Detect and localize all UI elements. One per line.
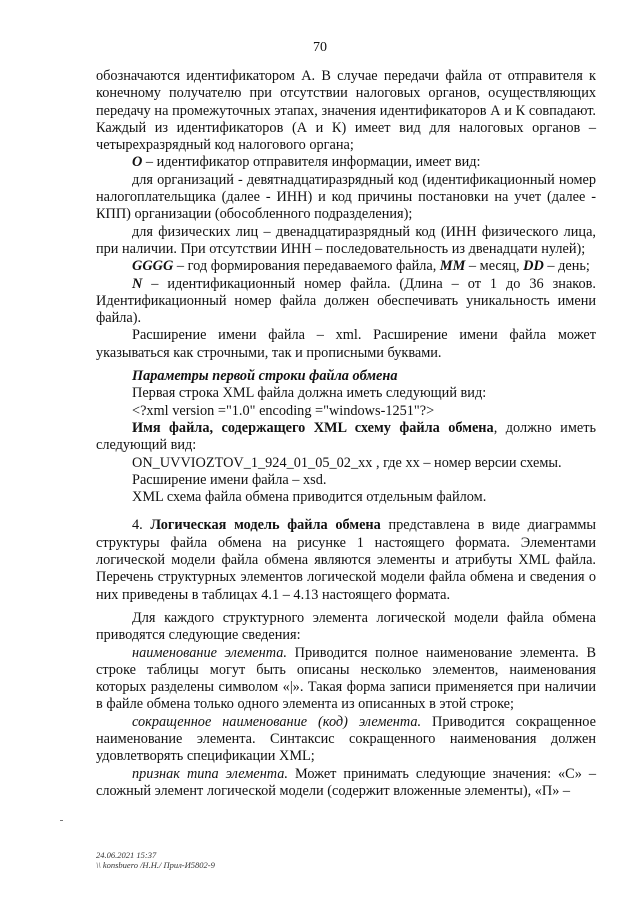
footer-path: \\ konsbuero /Н.Н./ Прил-И5802-9: [96, 860, 215, 870]
paragraph-logical-model: [96, 517, 596, 603]
paragraph-text: Может принимать следующие значения: «С» – сложный элемент логической модели (содержит вложенные элементы), «П» –: [96, 765, 596, 799]
schema-filename: ON_UVVIOZTOV_1_924_01_05_02_xx , где хх – номер версии схемы.: [132, 454, 562, 471]
term-dd: DD: [523, 258, 544, 275]
paragraph-text: – день;: [543, 258, 590, 275]
paragraph-text: – год формирования передаваемого файла,: [173, 258, 440, 275]
paragraph-first-line: Первая строка XML файла должна иметь следующий вид:: [132, 385, 487, 402]
term-gggg: GGGG: [132, 258, 174, 275]
page-footer: [96, 850, 215, 870]
paragraph-date-parts: [96, 258, 596, 275]
paragraph-sender-id: [96, 154, 596, 171]
paragraph-text: , должно иметь следующий вид:: [96, 419, 596, 454]
paragraph-element-code: [96, 714, 596, 766]
paragraph-element-type: [96, 766, 596, 801]
paragraph-extension: Расширение имени файла – xml. Расширение имени файла может указываться как строчными, так и прописными буквами.: [96, 327, 596, 361]
paragraph-identifier-a-k: обозначаются идентификатором А. В случае передачи файла от отправителя к конечному получателю при отсутствии налоговых органов, осуществляющих передачу на промежуточных этапах, значения идентификаторов А и К совпадают. Каждый из идентификаторов (А и К) имеет вид для налоговых органов – четырехразрядный код налогового органа;: [96, 68, 596, 154]
paragraph-text: Приводится полное наименование элемента. В строке таблицы могут быть описаны несколько элементов, наименования которых разделены символом «|». Такая форма записи применяется при наличии в файле обмена только одного элемента из описанных в этой строке;: [96, 644, 596, 713]
paragraph-individuals: для физических лиц – двенадцатиразрядный код (ИНН физического лица, при наличии. При отсутствии ИНН – последовательность из двенадцати нулей);: [96, 223, 596, 257]
schema-extension: Расширение имени файла – xsd.: [132, 471, 327, 488]
section-number: 4.: [132, 517, 151, 534]
paragraph-text: Приводится сокращенное наименование элемента. Синтаксис сокращенного наименования должен удовлетворять спецификации XML;: [96, 713, 596, 765]
schema-note: XML схема файла обмена приводится отдельным файлом.: [132, 489, 487, 506]
term-mm: MM: [439, 258, 466, 275]
paragraph-text: – месяц,: [465, 258, 524, 275]
paragraph-element-info: Для каждого структурного элемента логической модели файла обмена приводятся следующие сведения:: [96, 609, 596, 644]
logical-model-bold: Логическая модель файла обмена: [150, 517, 381, 534]
paragraph-organizations: для организаций - девятнадцатиразрядный код (идентификационный номер налогоплательщика (далее - ИНН) и код причины постановки на учет (далее - КПП) организации (обособленного подразделения);: [96, 171, 596, 223]
paragraph-element-name: [96, 645, 596, 714]
section-heading-first-line: Параметры первой строки файла обмена: [132, 368, 398, 385]
term-element-name: наименование элемента.: [132, 644, 287, 661]
term-element-code: сокращенное наименование (код) элемента.: [132, 713, 422, 730]
scan-mark: [60, 820, 63, 821]
term-element-type: признак типа элемента.: [132, 765, 289, 782]
paragraph-text: – идентификационный номер файла. (Длина – от 1 до 36 знаков. Идентификационный номер файла должен обеспечивать уникальность имени файла).: [96, 275, 596, 327]
term-n: N: [132, 275, 143, 292]
footer-timestamp: 24.06.2021 15:37: [96, 850, 157, 860]
paragraph-file-number: [96, 276, 596, 328]
term-o: O: [132, 154, 143, 171]
paragraph-text: – идентификатор отправителя информации, имеет вид:: [142, 154, 481, 171]
page-number: 70: [313, 40, 327, 55]
schema-name-bold: Имя файла, содержащего XML схему файла обмена: [132, 419, 494, 436]
paragraph-text: представлена в виде диаграммы структуры файла обмена на рисунке 1 настоящего формата. Элементами логической модели файла обмена являются элементы и атрибуты XML файла. Перечень структурных элементов логической модели файла обмена и сведения о них приведены в таблицах 4.1 – 4.13 настоящего формата.: [96, 517, 597, 603]
document-body: [96, 68, 596, 800]
xml-declaration: <?xml version ="1.0" encoding ="windows-1251"?>: [132, 402, 435, 419]
paragraph-schema-name: [96, 420, 596, 455]
